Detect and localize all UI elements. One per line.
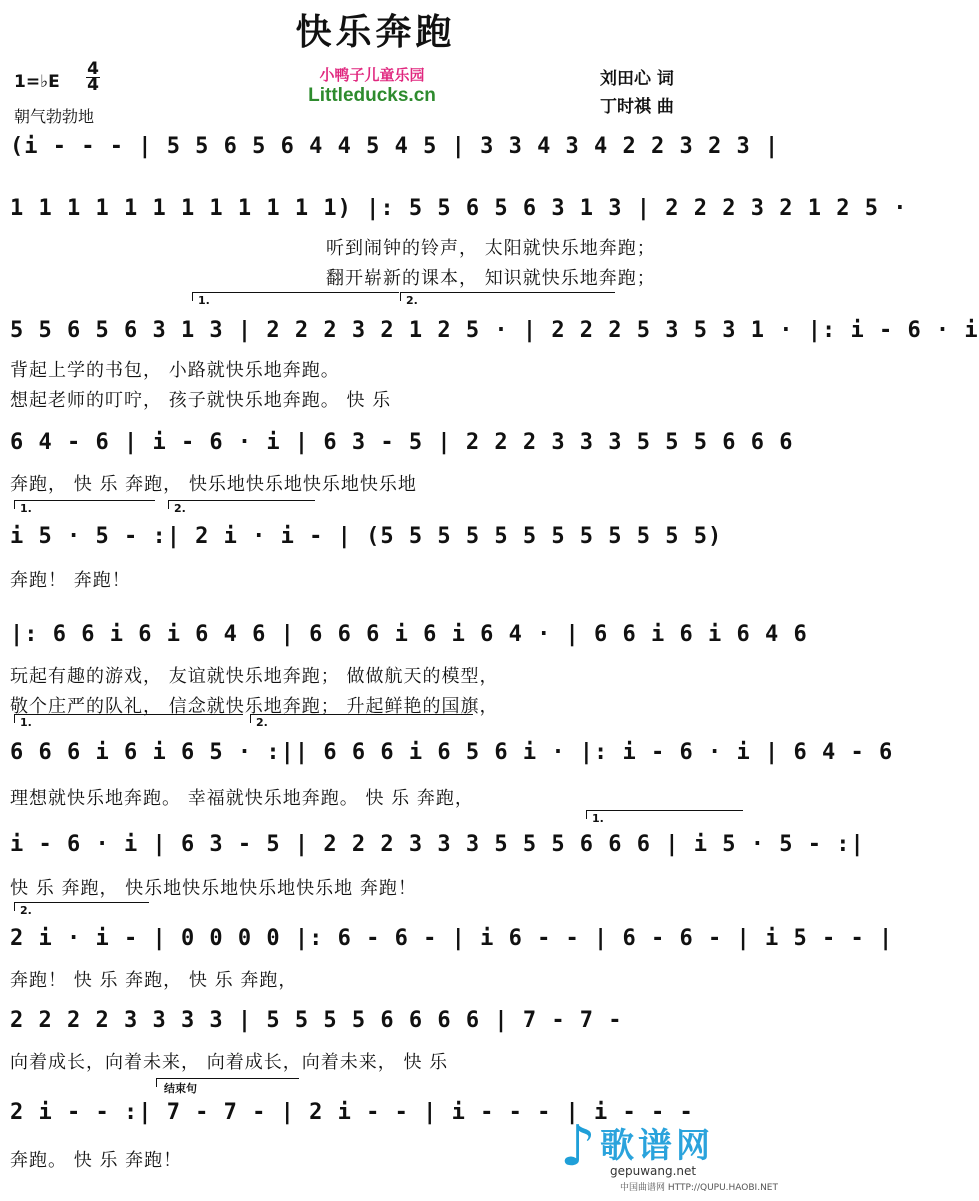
volta-bracket-1b	[14, 500, 155, 509]
notation-line-10: 2 2 2 2 3 3 3 3 | 5 5 5 5 6 6 6 6 | 7 - 7 -	[10, 1008, 623, 1033]
lyric-line-3-verse-1: 背起上学的书包， 小路就快乐地奔跑。	[10, 360, 340, 381]
notation-line-7: 6 6 6 i 6 i 6 5 · :|| 6 6 6 i 6 5 6 i · |: i - 6 · i | 6 4 - 6	[10, 740, 894, 765]
page-title: 快乐奔跑	[295, 12, 456, 53]
volta-bracket-1c	[14, 714, 243, 723]
volta-label-2: 2.	[406, 294, 418, 307]
volta-bracket-2b	[168, 500, 315, 509]
lyric-line-5: 奔跑！ 奔跑！	[10, 570, 131, 591]
volta-bracket-1d	[586, 810, 743, 819]
volta-label-2c: 2.	[256, 716, 268, 729]
composer: 丁时祺 曲	[600, 97, 674, 117]
lyric-line-6-verse-1: 玩起有趣的游戏， 友谊就快乐地奔跑； 做做航天的模型，	[10, 666, 499, 687]
notation-line-8: i - 6 · i | 6 3 - 5 | 2 2 2 3 3 3 5 5 5 6 6 6 | i 5 · 5 - :|	[10, 832, 865, 857]
logo-url: gepuwang.net	[610, 1164, 697, 1178]
lyricist: 刘田心 词	[600, 69, 674, 89]
notation-line-9: 2 i · i - | 0 0 0 0 |: 6 - 6 - | i 6 - - | 6 - 6 - | i 5 - - |	[10, 926, 894, 951]
music-note-icon: ♪	[560, 1114, 596, 1179]
notation-line-2: 1 1 1 1 1 1 1 1 1 1 1 1) |: 5 5 6 5 6 3 1 3 | 2 2 2 3 2 1 2 5 ·	[10, 196, 908, 221]
lyric-line-2-verse-2: 翻开崭新的课本， 知识就快乐地奔跑；	[326, 268, 656, 289]
time-signature	[86, 59, 100, 95]
site-name-en: Littleducks.cn	[308, 85, 436, 106]
volta-bracket-2c	[250, 714, 473, 723]
notation-line-3: 5 5 6 5 6 3 1 3 | 2 2 2 3 2 1 2 5 · | 2 2 2 5 3 5 3 1 · |: i - 6 · i	[10, 318, 979, 343]
lyric-line-4: 奔跑， 快 乐 奔跑， 快乐地快乐地快乐地快乐地	[10, 474, 417, 495]
lyric-line-7: 理想就快乐地奔跑。 幸福就快乐地奔跑。 快 乐 奔跑，	[10, 788, 474, 809]
lyric-line-9: 奔跑！ 快 乐 奔跑， 快 乐 奔跑，	[10, 970, 298, 991]
lyric-line-2-verse-1: 听到闹钟的铃声， 太阳就快乐地奔跑；	[326, 238, 656, 259]
notation-line-11: 2 i - - :| 7 - 7 - | 2 i - - | i - - - | i - - -	[10, 1100, 694, 1125]
gepuwang-logo	[560, 1112, 778, 1198]
notation-line-6: |: 6 6 i 6 i 6 4 6 | 6 6 6 i 6 i 6 4 · | 6 6 i 6 i 6 4 6	[10, 622, 808, 647]
volta-bracket-2	[400, 292, 615, 301]
volta-label-1d: 1.	[592, 812, 604, 825]
lyric-line-11: 奔跑。 快 乐 奔跑！	[10, 1150, 183, 1171]
volta-label-2d: 2.	[20, 904, 32, 917]
volta-label-1c: 1.	[20, 716, 32, 729]
lyric-line-6-verse-2: 敬个庄严的队礼， 信念就快乐地奔跑； 升起鲜艳的国旗，	[10, 696, 499, 717]
volta-label-1b: 1.	[20, 502, 32, 515]
notation-line-5: i 5 · 5 - :| 2 i · i - | (5 5 5 5 5 5 5 5 5 5 5 5)	[10, 524, 723, 549]
time-signature-bottom: 4	[87, 75, 99, 95]
volta-bracket-2d	[14, 902, 149, 911]
site-watermark	[282, 64, 462, 107]
notation-line-4: 6 4 - 6 | i - 6 · i | 6 3 - 5 | 2 2 2 3 3 3 5 5 5 6 6 6	[10, 430, 794, 455]
key-signature: 1=♭E	[14, 72, 60, 92]
lyric-line-10: 向着成长，向着未来， 向着成长，向着未来， 快 乐	[10, 1052, 449, 1073]
site-name-cn: 小鸭子儿童乐园	[319, 67, 425, 84]
time-signature-top: 4	[87, 59, 99, 79]
lyric-line-3-verse-2: 想起老师的叮咛， 孩子就快乐地奔跑。 快 乐	[10, 390, 392, 411]
logo-url-secondary: 中国曲谱网 HTTP://QUPU.HAOBI.NET	[620, 1183, 778, 1193]
coda-label: 结束句	[164, 1082, 197, 1095]
volta-label-2b: 2.	[174, 502, 186, 515]
volta-bracket-1	[192, 292, 399, 301]
volta-label-1: 1.	[198, 294, 210, 307]
lyric-line-8: 快 乐 奔跑， 快乐地快乐地快乐地快乐地 奔跑！	[10, 878, 417, 899]
tempo-marking: 朝气勃勃地	[14, 107, 95, 126]
notation-line-1: (i - - - | 5 5 6 5 6 4 4 5 4 5 | 3 3 4 3 4 2 2 3 2 3 |	[10, 134, 780, 159]
logo-name: 歌谱网	[600, 1126, 714, 1166]
